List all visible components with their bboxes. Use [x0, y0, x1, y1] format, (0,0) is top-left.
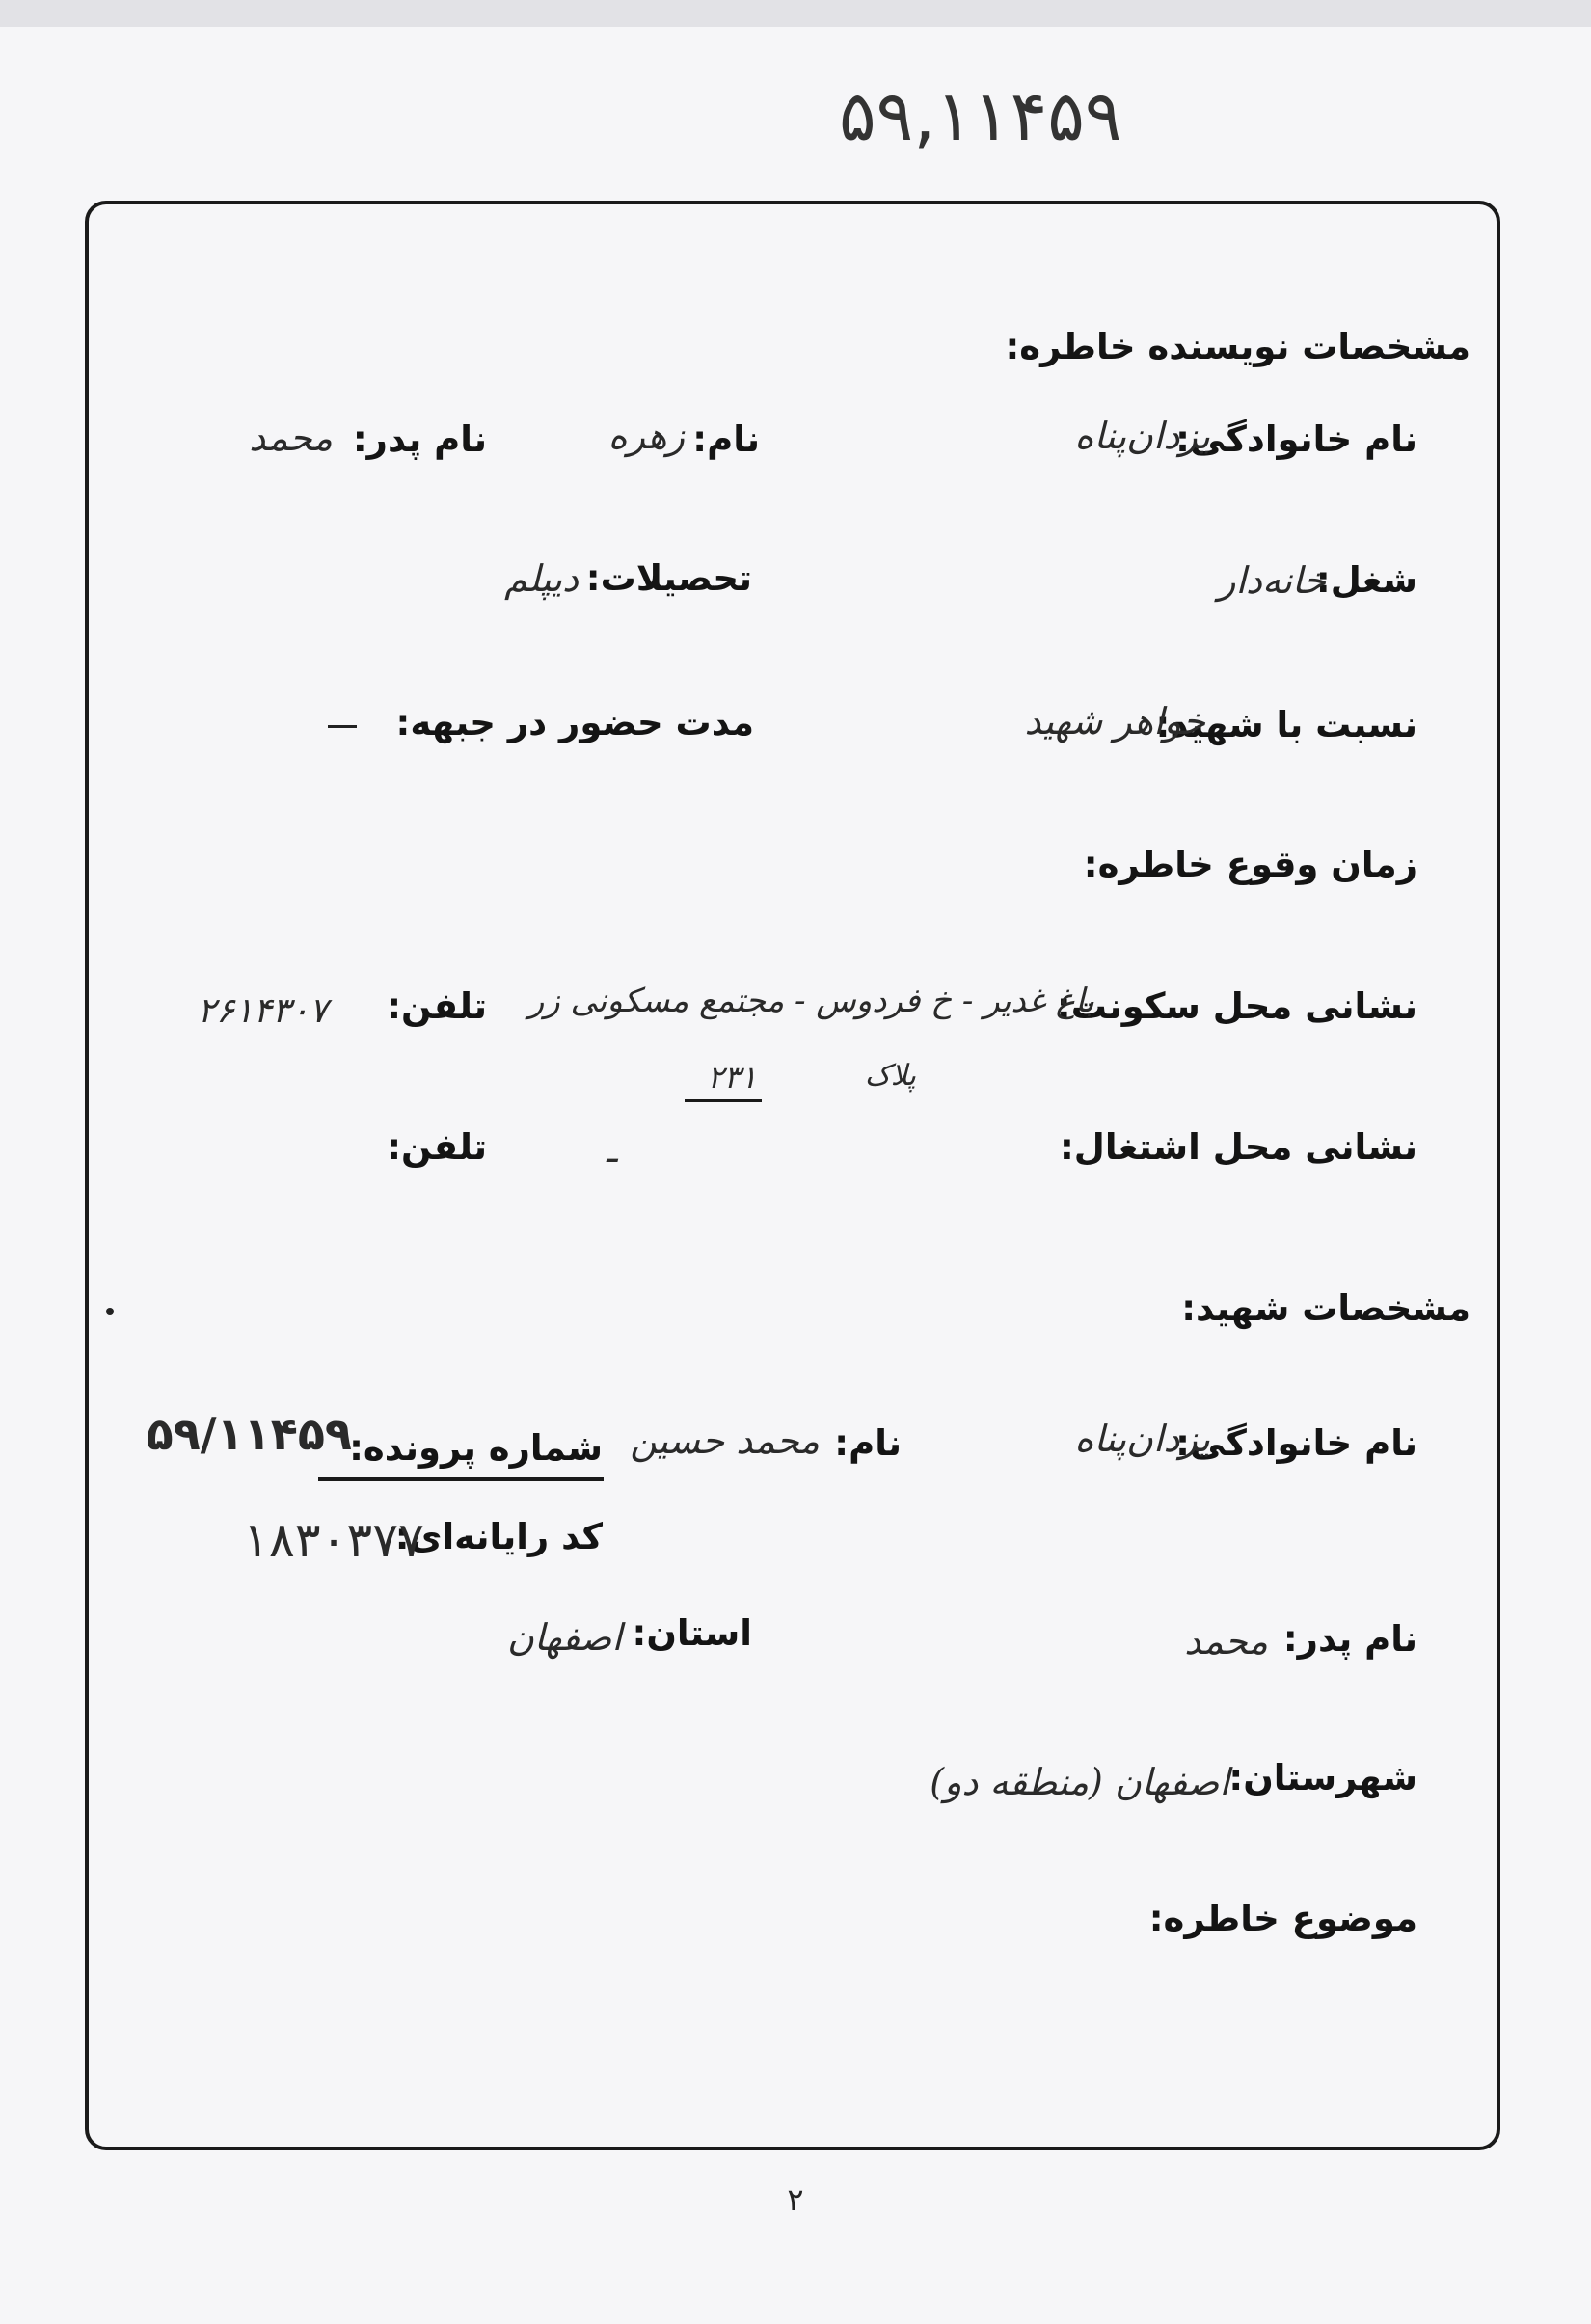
author-occupation-value: خانه‌دار: [1218, 559, 1326, 602]
martyr-father-name-value: محمد: [1184, 1620, 1268, 1662]
page-number: ۲: [787, 2181, 804, 2218]
author-memory-time-label: زمان وقوع خاطره:: [1083, 844, 1417, 885]
author-home-address-label: نشانی محل سکونت:: [1056, 986, 1417, 1027]
martyr-name-label: نام:: [834, 1422, 902, 1464]
form-frame: [85, 201, 1500, 2150]
author-home-phone-label: تلفن:: [387, 986, 487, 1027]
martyr-province-value: اصفهان: [506, 1616, 622, 1659]
author-father-name-label: نام پدر:: [352, 419, 487, 460]
author-relation-value: خواهر شهید: [1024, 700, 1205, 743]
author-section-title: مشخصات نویسنده خاطره:: [1005, 326, 1470, 367]
author-name-label: نام:: [692, 419, 760, 460]
martyr-computer-code-value: ۱۸۳۰۳۷۷: [243, 1512, 424, 1568]
author-front-duration-dash: [328, 725, 357, 728]
martyr-family-name-label: نام خانوادگی:: [1175, 1422, 1417, 1464]
memory-subject-label: موضوع خاطره:: [1148, 1898, 1417, 1939]
scan-top-edge: [0, 0, 1591, 27]
author-father-name-value: محمد: [249, 417, 333, 459]
plate-underline: [685, 1099, 762, 1102]
author-front-duration-label: مدت حضور در جبهه:: [395, 702, 754, 743]
author-home-address-line2: پلاک: [864, 1059, 916, 1093]
author-family-name-value: یزدان‌پناه: [1074, 415, 1210, 457]
author-education-value: دیپلم: [504, 557, 579, 600]
martyr-file-number-value: ۵۹/۱۱۴۵۹: [146, 1408, 352, 1460]
martyr-city-label: شهرستان:: [1228, 1757, 1417, 1798]
author-home-phone-value: ۲۶۱۴۳۰۷: [197, 991, 328, 1031]
martyr-city-value: اصفهان (منطقه دو): [930, 1761, 1229, 1803]
author-home-address-plate: ۲۳۱: [707, 1059, 757, 1095]
martyr-name-value: محمد حسین: [630, 1419, 820, 1462]
handwritten-file-number: ۵۹,۱۱۴۵۹: [839, 75, 1122, 156]
author-occupation-label: شغل:: [1315, 559, 1417, 601]
author-name-value: زهره: [607, 415, 685, 457]
scan-speck: [106, 1308, 114, 1315]
martyr-computer-code-label: کد رایانه‌ای:: [394, 1516, 603, 1557]
author-education-label: تحصیلات:: [585, 557, 752, 599]
author-work-address-label: نشانی محل اشتغال:: [1060, 1126, 1417, 1168]
author-work-address-value: ـ: [606, 1128, 617, 1171]
author-family-name-label: نام خانوادگی:: [1175, 419, 1417, 460]
author-relation-label: نسبت با شهید:: [1155, 704, 1417, 745]
author-work-phone-label: تلفن:: [387, 1126, 487, 1168]
file-number-underline: [318, 1477, 604, 1481]
author-home-address-value: باغ غدیر - خ فردوس - مجتمع مسکونی زر: [527, 982, 1094, 1020]
martyr-father-name-label: نام پدر:: [1282, 1618, 1417, 1660]
martyr-province-label: استان:: [632, 1612, 752, 1654]
martyr-file-number-label: شماره پرونده:: [349, 1427, 603, 1469]
martyr-family-name-value: یزدان‌پناه: [1074, 1418, 1210, 1460]
martyr-section-title: مشخصات شهید:: [1181, 1287, 1470, 1329]
